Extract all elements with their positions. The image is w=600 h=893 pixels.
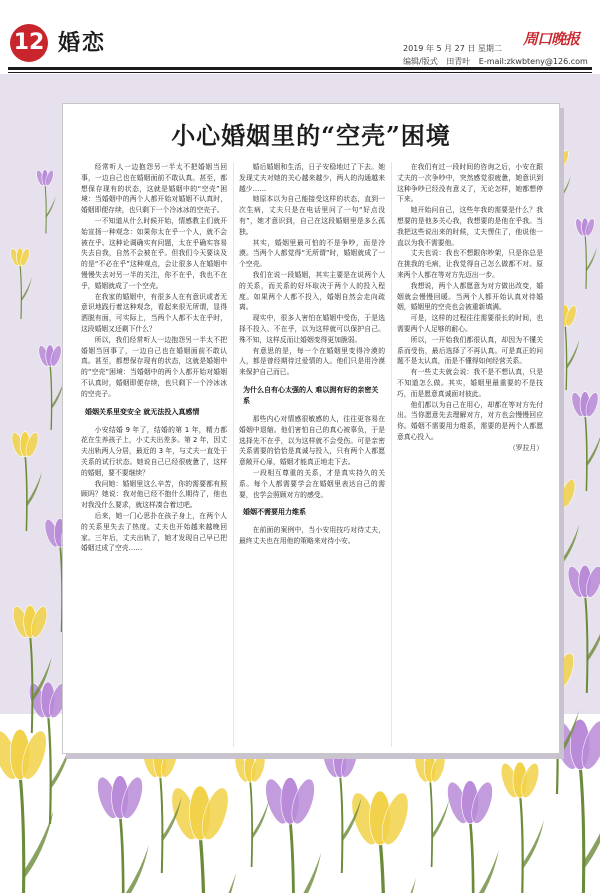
column-divider: [391, 162, 392, 747]
paragraph: 他们都以为自己在用心，却都在等对方先付出。当你愿意先去理解对方，对方也会慢慢回应你。婚姻不需要用力维系，需要的是两个人都愿意真心投入。: [397, 400, 543, 441]
paragraph: 可是，这样的过程往往需要很长的时间，也需要两个人足够的耐心。: [397, 314, 543, 333]
subheading: 婚姻不需要用力维系: [243, 508, 306, 517]
subheading: 为什么自有心太强的人 难以拥有好的亲密关系: [243, 385, 379, 405]
paragraph: 后来，她一门心思扑在孩子身上，在两个人的关系里失去了热度。丈夫也开始越来越晚回家。三年后，丈夫出轨了，她才发现自己早已把婚姻过成了空壳……: [81, 511, 227, 553]
article-body: [81, 162, 543, 747]
paragraph: 丈夫也说：我也不想跟你吵架，只是你总是在挑我的毛病，让我觉得自己怎么做都不对。原来两个人都在等对方先迈出一步。: [397, 249, 543, 279]
paragraph: 她开始问自己，这些年我的需要是什么？我想要的是他多关心我，我想要的是他在乎我。当我把这些说出来的时候，丈夫愣住了，他说他一直以为我不需要他。: [397, 206, 543, 247]
editor-email: E-mail:zkwbteny@126.com: [478, 57, 588, 66]
page-number-badge: 12: [10, 24, 48, 62]
paragraph: 那些内心对情感很敏感的人，往往更容易在婚姻中退缩。他们害怕自己的真心被辜负，于是选择先不在乎，以为这样就不会受伤。可是亲密关系需要的恰恰是真诚与投入，只有两个人都愿意敞开心扉，婚姻才能真正地走下去。: [239, 414, 385, 467]
article-column-3: [397, 162, 543, 747]
article-column-2: [239, 162, 385, 747]
paragraph: 在我们有过一段时间的咨询之后，小安在跟丈夫的一次争吵中，突然感觉很疲惫，她意识到这种争吵已经没有意义了，无论怎样，她都想停下来。: [397, 163, 543, 204]
editor-line: [403, 56, 594, 67]
paragraph: 有意思的是，每一个在婚姻里变得冷漠的人，都是曾经期待过爱情的人。他们只是用冷漠来保护自己而已。: [239, 346, 385, 377]
paragraph: 在前面的案例中，当小安用技巧对待丈夫，最终丈夫也在用他的策略来对待小安。: [239, 526, 385, 546]
paragraph: 所以，我们经常听人一边抱怨另一半太不把婚姻当回事了，一边自己也在婚姻面前不敢认真。甚至，都想保存现有的状态，这就是婚姻中的“空壳”困境：当婚姻中的两个人都开始对婚姻不认真时，婚姻即便存续，也只剩下一个冷冰冰的空壳子。: [81, 335, 227, 398]
header-rule: [8, 67, 592, 70]
paragraph: 有一些丈夫就会说：我不是不想认真，只是不知道怎么做。其实，婚姻里最重要的不是技巧，而是愿意真诚面对彼此。: [397, 368, 543, 398]
paragraph: 小安结婚 9 年了，结婚的第 1 年，精力都花在生养孩子上，小丈夫出差多。第 2 年，因丈夫出轨两人分居，最近的 3 年，与丈夫一直处于关系的试行状态。她说自己已经很疲惫了，这样的婚姻，要不要继续？: [81, 425, 227, 477]
paragraph: 她原本以为自己能接受这样的状态，直到一次生病，丈夫只是在电话里问了一句“好点没有”，她才意识到，自己在这段婚姻里是多么孤独。: [239, 195, 385, 236]
article-column-1: [81, 162, 227, 747]
editor-name: 田青叶: [446, 57, 471, 66]
paragraph: 所以，一开始我们都很认真，却因为不懂关系而受伤，最后选择了不再认真。可是真正的问题不是太认真，而是不懂得如何经营关系。: [397, 335, 543, 366]
column-divider: [233, 162, 234, 747]
section-name: 婚恋: [58, 30, 107, 56]
paragraph: 现实中，很多人害怕在婚姻中受伤，于是选择不投入、不在乎，以为这样就可以保护自己。殊不知，这样反而让婚姻变得更加脆弱。: [239, 314, 385, 344]
paragraph: 一段相互尊重的关系，才是真实持久的关系。每个人都需要学会在婚姻里表达自己的需要，也学会照顾对方的感受。: [239, 468, 385, 499]
subheading: 婚姻关系里变安全 就无法投入真感情: [85, 407, 200, 416]
article-byline: （罗拉月）: [509, 443, 543, 452]
paragraph: 一不知道从什么时候开始，情感教主们就开始宣扬一种观念：如果你太在乎一个人，就不会被在乎。这种论调确实有问题，太在乎确实容易失去自我，自然不会被在乎。但我们今天要谈及的是“不必在乎”这种观点，会让很多人在婚姻中慢慢失去对另一半的关注，你不在乎，我也不在乎，婚姻就成了一个空壳。: [81, 216, 227, 290]
article-panel: [62, 103, 560, 754]
page-header: [0, 0, 600, 74]
editor-label: 编辑/版式: [403, 57, 441, 66]
newspaper-masthead: 周口晚报: [523, 30, 580, 48]
issue-date: 2019 年 5 月 27 日 星期二: [403, 44, 502, 53]
paragraph: 在我家的婚姻中，有很多人在有意识或者无意识地践行着这种观念，看起来很无所谓，显得洒脱有面，可实际上，当两个人都不太在乎时，这段婚姻又还剩下什么？: [81, 292, 227, 333]
paragraph: 经常听人一边抱怨另一半太不把婚姻当回事，一边自己也在婚姻面前不敢认真。甚至，都想保存现有的状态，这就是婚姻中的“空壳”困境：当婚姻中的两个人都开始对婚姻不认真时，婚姻即便存续，也只剩下一个冷冰冰的空壳子。: [81, 163, 227, 215]
paragraph: 婚后婚姻和生活，日子安稳地过了下去。她发现丈夫对她的关心越来越少，两人的沟通越来越少……: [239, 163, 385, 193]
paragraph: 其实，婚姻里最可怕的不是争吵，而是冷漠。当两个人都觉得“无所谓”时，婚姻就成了一个空壳。: [239, 238, 385, 269]
paragraph: 我们在说一段婚姻，其实主要是在说两个人的关系，而关系的好坏取决于两个人的投入程度。如果两个人都不投入，婚姻自然会走向疏离。: [239, 270, 385, 312]
paragraph: 我问她：婚姻里这么辛苦，你的需要都有照顾吗？她说：我对他已经不抱什么期待了，他也对我没什么要求，就这样凑合着过吧。: [81, 479, 227, 510]
header-rule-thin: [8, 72, 592, 73]
paragraph: 我想说，两个人都愿意为对方做出改变，婚姻就会慢慢回暖。当两个人都开始认真对待婚姻，婚姻里的空壳也会被重新填满。: [397, 281, 543, 312]
article-title: 小心婚姻里的“空壳”困境: [171, 121, 451, 150]
